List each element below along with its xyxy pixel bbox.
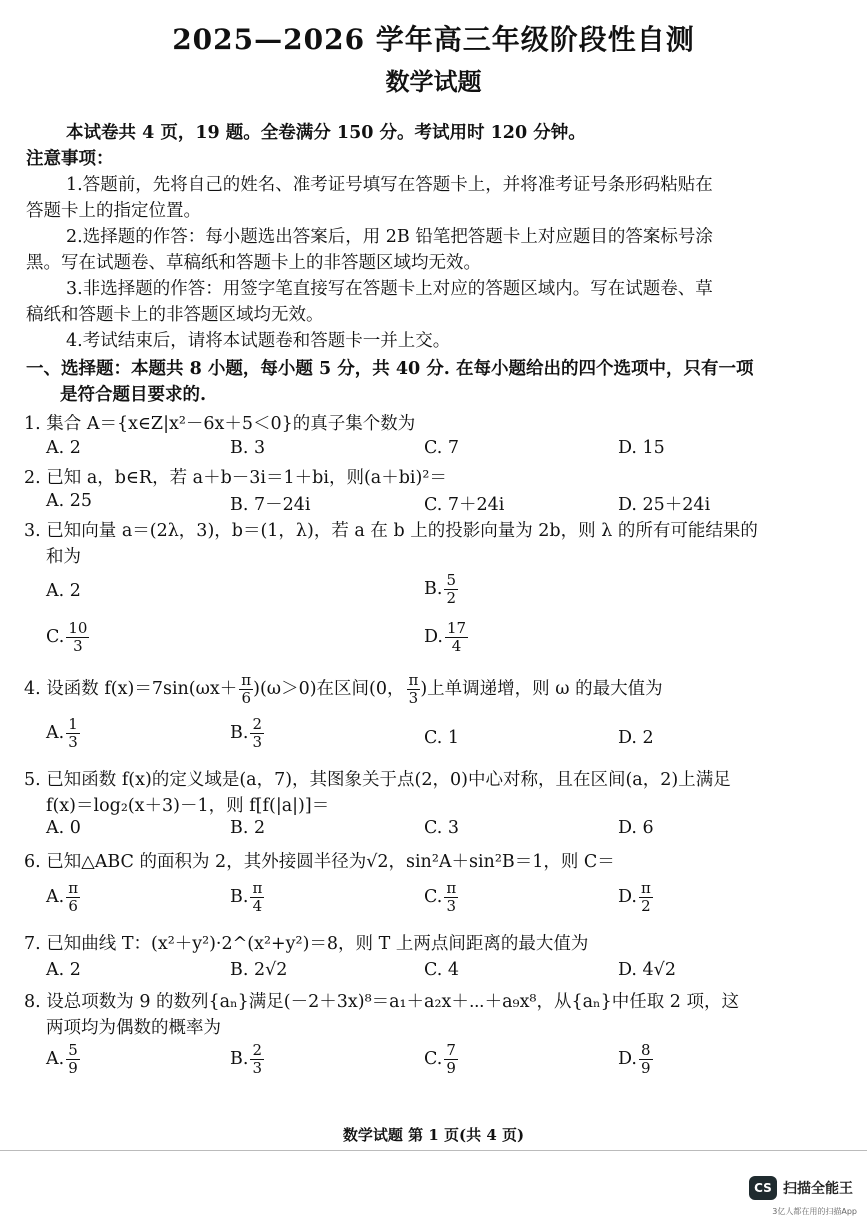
exam-summary: 本试卷共 4 页，19 题。全卷满分 150 分。考试用时 120 分钟。 [66,123,586,143]
q5-option-b: B. 2 [230,818,266,838]
q6-option-a-label: A. [46,887,65,907]
question-5-stem-2: f(x)＝log₂(x＋3)－1，则 f[f(|a|)]＝ [46,796,330,816]
question-4-stem [24,672,663,707]
question-3-stem: 3. 已知向量 a＝(2λ，3)，b＝(1，λ)，若 a 在 b 上的投影向量为 2b，则 λ 的所有可能结果的 [24,521,758,541]
numerator: π [252,879,263,897]
numerator: 5 [68,1041,78,1059]
numerator: 10 [68,619,88,637]
q8-option-b [230,1042,264,1077]
notice-line-3b: 稿纸和答题卡上的非答题区域均无效。 [26,305,324,325]
denominator: 2 [641,897,651,915]
fraction [639,880,653,915]
q1-option-b: B. 3 [230,438,266,458]
q4-stem-part-a: 4. 设函数 f(x)＝7sin(ωx＋ [24,679,238,699]
denominator: 4 [252,897,263,915]
q7-option-a: A. 2 [46,960,81,980]
page-footer: 数学试题 第 1 页(共 4 页) [342,1126,525,1144]
q7-option-b: B. 2√2 [230,960,288,980]
q6-option-a [46,880,80,915]
fraction [250,880,264,915]
numerator: 7 [446,1041,456,1059]
q8-option-a-label: A. [46,1049,65,1069]
fraction [407,672,421,707]
denominator: 9 [446,1059,456,1077]
fraction [444,880,458,915]
q1-option-d: D. 15 [618,438,665,458]
q3-option-d [424,620,468,655]
q4-option-b [230,716,264,751]
fraction [250,1042,264,1077]
notice-line-2: 2.选择题的作答：每小题选出答案后，用 2B 铅笔把答题卡上对应题目的答案标号涂 [66,227,713,247]
q8-option-c-label: C. [424,1049,443,1069]
q4-stem-part-c: )上单调递增，则 ω 的最大值为 [420,679,663,699]
denominator: 2 [446,589,456,607]
q4-stem-part-b: )(ω＞0)在区间(0， [253,679,405,699]
q3-option-d-label: D. [424,627,443,647]
q3-option-c-label: C. [46,627,65,647]
notice-line-1b: 答题卡上的指定位置。 [26,201,201,221]
q8-option-a [46,1042,80,1077]
exam-title: 2025—2026 学年高三年级阶段性自测 [172,23,695,56]
fraction [639,1042,653,1077]
q3-option-b [424,572,458,607]
question-6-stem: 6. 已知△ABC 的面积为 2，其外接圆半径为√2，sin²A＋sin²B＝1，则 C＝ [24,852,615,872]
fraction [66,1042,80,1077]
fraction [444,572,458,607]
numerator: 5 [446,571,456,589]
denominator: 9 [68,1059,78,1077]
numerator: 17 [446,619,467,637]
question-8-stem: 8. 设总项数为 9 的数列{aₙ}满足(－2＋3x)⁸＝a₁＋a₂x＋⋯＋a₉x⁸，从{aₙ}中任取 2 项，这 [24,992,739,1012]
denominator: 6 [241,689,251,707]
numerator: 1 [68,715,78,733]
fraction [250,716,264,751]
q3-option-c [46,620,89,655]
numerator: 8 [640,1041,651,1059]
fraction [444,1042,458,1077]
q2-option-b: B. 7－24i [230,495,311,515]
q8-option-c [424,1042,458,1077]
denominator: 6 [68,897,78,915]
q6-option-c-label: C. [424,887,443,907]
notice-title: 注意事项： [26,149,114,169]
q6-option-c [424,880,458,915]
numerator: π [640,879,651,897]
q6-option-b-label: B. [230,887,249,907]
question-2-stem: 2. 已知 a，b∈R，若 a＋b－3i＝1＋bi，则(a＋bi)²＝ [24,468,447,488]
q4-option-b-label: B. [230,723,249,743]
denominator: 3 [252,1059,262,1077]
q4-option-a [46,716,80,751]
notice-line-4: 4.考试结束后，请将本试题卷和答题卡一并上交。 [66,331,451,351]
cs-logo-icon: CS [749,1176,777,1200]
q7-option-c: C. 4 [424,960,460,980]
q2-option-c: C. 7＋24i [424,495,505,515]
scanner-watermark [749,1176,853,1200]
question-3-stem-2: 和为 [46,547,81,567]
notice-line-2b: 黑。写在试题卷、草稿纸和答题卡上的非答题区域均无效。 [26,253,481,273]
notice-line-3: 3.非选择题的作答：用签字笔直接写在答题卡上对应的答题区域内。写在试题卷、草 [66,279,713,299]
q8-option-d [618,1042,653,1077]
question-5-stem: 5. 已知函数 f(x)的定义域是(a，7)，其图象关于点(2，0)中心对称，且在区间(a，2)上满足 [24,770,731,790]
denominator: 3 [252,733,262,751]
scanner-name: 扫描全能王 [783,1181,853,1197]
q4-option-c: C. 1 [424,728,460,748]
q5-option-c: C. 3 [424,818,460,838]
section-heading: 一、选择题：本题共 8 小题，每小题 5 分，共 40 分. 在每小题给出的四个选项中，只有一项 [26,359,754,379]
denominator: 3 [73,637,83,655]
q7-option-d: D. 4√2 [618,960,676,980]
question-1-stem: 1. 集合 A＝{x∈Z|x²－6x＋5＜0}的真子集个数为 [24,414,416,434]
denominator: 3 [446,897,457,915]
numerator: π [408,671,419,689]
q4-option-a-label: A. [46,723,65,743]
numerator: 2 [252,715,262,733]
denominator: 9 [640,1059,651,1077]
q3-option-b-label: B. [424,579,443,599]
q6-option-b [230,880,264,915]
divider [0,1150,867,1151]
numerator: π [446,879,457,897]
denominator: 4 [451,637,462,655]
notice-line-1: 1.答题前，先将自己的姓名、准考证号填写在答题卡上，并将准考证号条形码粘贴在 [66,175,713,195]
q2-option-d: D. 25＋24i [618,495,711,515]
numerator: π [68,879,79,897]
q8-option-d-label: D. [618,1049,637,1069]
numerator: π [241,671,252,689]
fraction [239,672,253,707]
fraction [445,620,468,655]
section-heading-2: 是符合题目要求的. [60,385,207,405]
q1-option-a: A. 2 [46,438,81,458]
q4-option-d: D. 2 [618,728,654,748]
q5-option-d: D. 6 [618,818,654,838]
q6-option-d-label: D. [618,887,637,907]
fraction [66,880,80,915]
exam-subject: 数学试题 [385,67,482,96]
denominator: 3 [408,689,419,707]
denominator: 3 [68,733,78,751]
question-7-stem: 7. 已知曲线 T：(x²＋y²)·2^(x²+y²)＝8，则 T 上两点间距离的最大值为 [24,934,589,954]
fraction [66,620,89,655]
q3-option-a: A. 2 [46,581,81,601]
scanner-slogan: 3亿人都在用的扫描App [772,1207,857,1216]
q6-option-d [618,880,653,915]
fraction [66,716,80,751]
q1-option-c: C. 7 [424,438,460,458]
numerator: 2 [252,1041,262,1059]
q8-option-b-label: B. [230,1049,249,1069]
q5-option-a: A. 0 [46,818,81,838]
q2-option-a: A. 25 [46,491,93,511]
question-8-stem-2: 两项均为偶数的概率为 [46,1018,221,1038]
